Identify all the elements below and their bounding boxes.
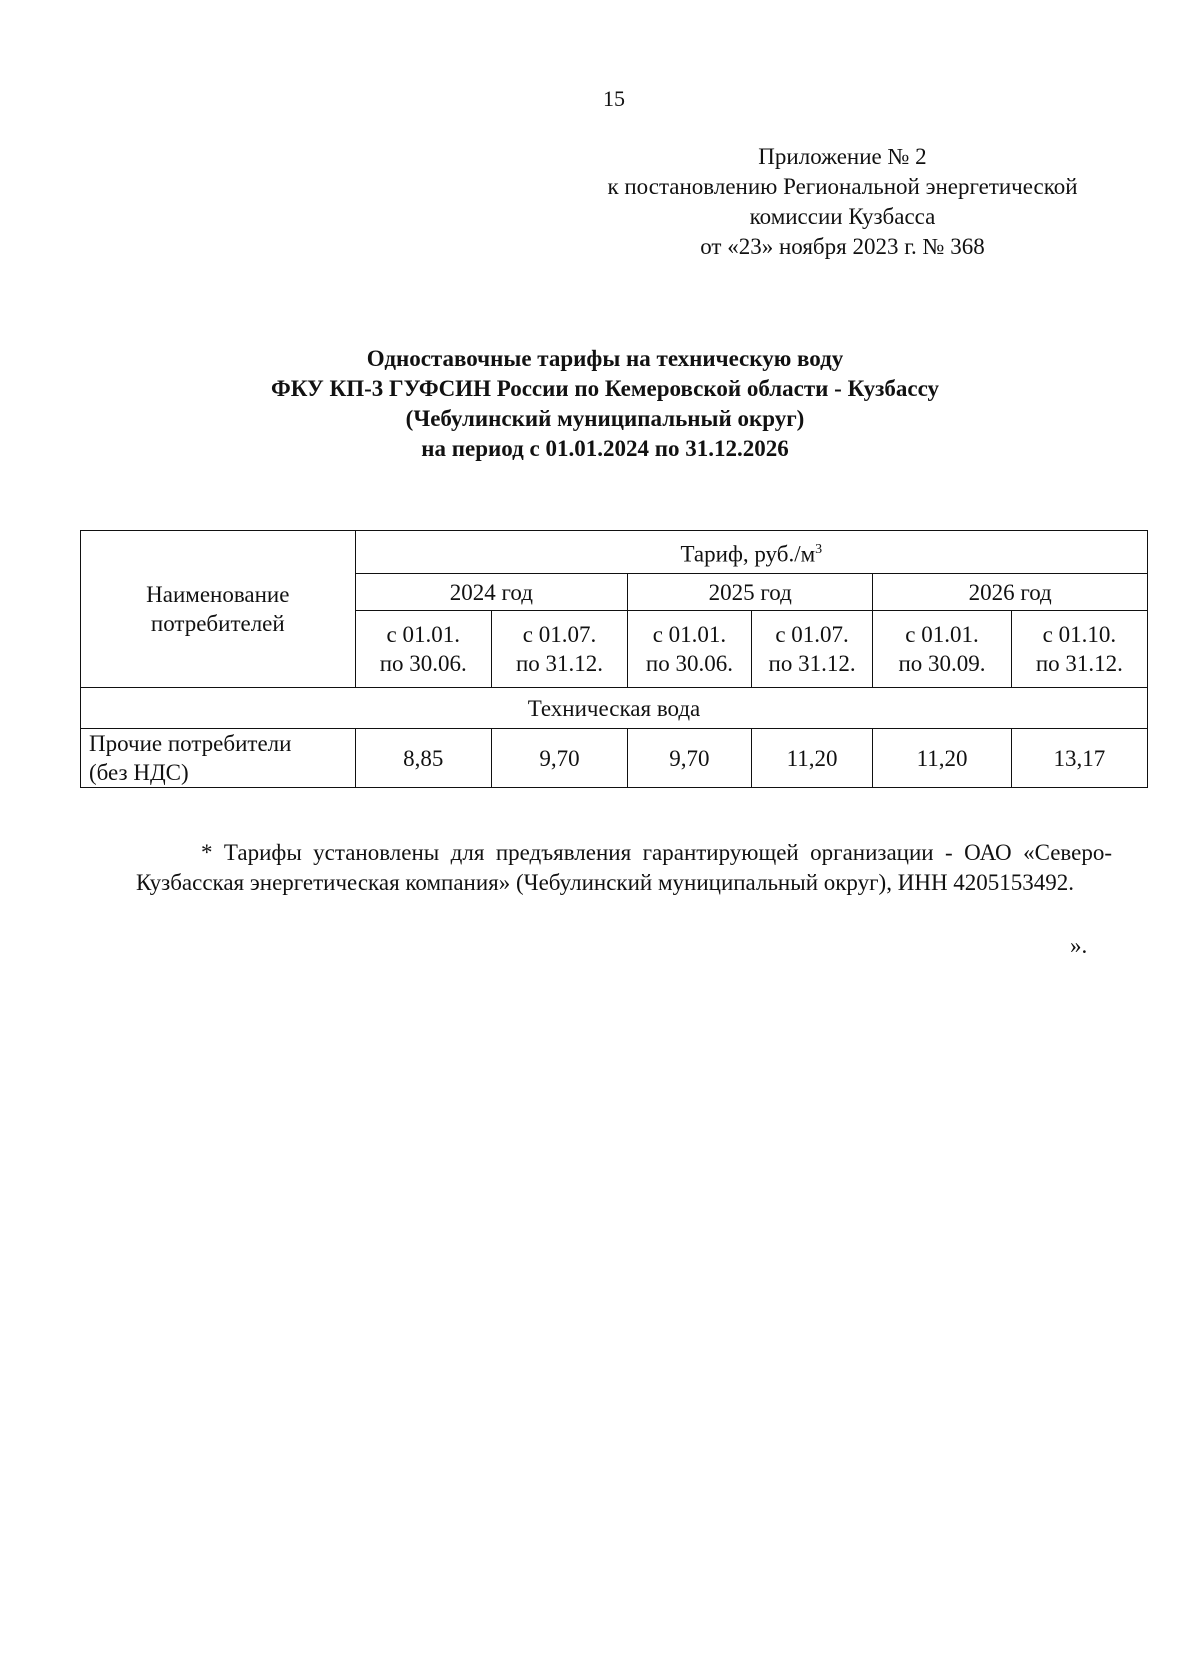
tariff-table: [80, 530, 1148, 788]
title-line: ФКУ КП-3 ГУФСИН России по Кемеровской области - Кузбассу: [270, 376, 940, 401]
tariff-value: 13,17: [1011, 729, 1147, 788]
header-period: [873, 611, 1011, 688]
header-period: [355, 611, 491, 688]
tariff-value: 11,20: [873, 729, 1011, 788]
period-to: по 31.12.: [515, 651, 603, 676]
section-row: Техническая вода: [81, 688, 1148, 729]
period-from: с 01.01.: [905, 622, 979, 647]
period-to: по 30.09.: [898, 651, 986, 676]
appendix-block: [565, 142, 1120, 262]
document-title: [80, 344, 1130, 464]
title-line: Одноставочные тарифы на техническую воду: [366, 346, 844, 371]
header-year: 2024 год: [355, 574, 628, 611]
header-period: [628, 611, 752, 688]
header-period: [1011, 611, 1147, 688]
header-tariff: [355, 531, 1147, 574]
header-text: Наименование: [146, 582, 290, 607]
consumer-note: (без НДС): [89, 760, 189, 785]
header-period: [751, 611, 873, 688]
header-year: 2026 год: [873, 574, 1148, 611]
appendix-line: Приложение № 2: [758, 144, 927, 169]
header-year: 2025 год: [628, 574, 873, 611]
title-line: на период с 01.01.2024 по 31.12.2026: [421, 436, 789, 461]
period-from: с 01.01.: [386, 622, 460, 647]
footnote: * Тарифы установлены для предъявления гарантирующей организации - ОАО «Северо-Кузбасская энергетическая компания» (Чебулинский муниципальный округ), ИНН 4205153492.: [136, 840, 1112, 895]
tariff-value: 11,20: [751, 729, 873, 788]
period-from: с 01.07.: [775, 622, 849, 647]
header-consumer-name: [81, 531, 356, 688]
table-row: [81, 729, 1148, 788]
header-text: потребителей: [150, 611, 285, 636]
appendix-line: от «23» ноября 2023 г. № 368: [700, 234, 985, 259]
consumer-cell: [81, 729, 356, 788]
header-period: [491, 611, 627, 688]
appendix-line: к постановлению Региональной энергетической: [607, 174, 1078, 199]
period-to: по 30.06.: [379, 651, 467, 676]
unit-superscript: 3: [815, 542, 823, 558]
header-tariff-label: Тариф, руб./м: [680, 541, 816, 567]
closing-quote-mark: ».: [1070, 933, 1088, 958]
consumer-name: Прочие потребители: [89, 731, 292, 756]
period-from: с 01.01.: [652, 622, 727, 647]
period-to: по 31.12.: [1035, 651, 1123, 676]
period-from: с 01.10.: [1042, 622, 1117, 647]
tariff-value: 9,70: [628, 729, 752, 788]
page-number: 15: [603, 86, 625, 111]
tariff-value: 9,70: [491, 729, 627, 788]
appendix-line: комиссии Кузбасса: [749, 204, 936, 229]
period-from: с 01.07.: [522, 622, 597, 647]
title-line: (Чебулинский муниципальный округ): [405, 406, 805, 431]
period-to: по 31.12.: [768, 651, 856, 676]
period-to: по 30.06.: [645, 651, 733, 676]
tariff-value: 8,85: [355, 729, 491, 788]
